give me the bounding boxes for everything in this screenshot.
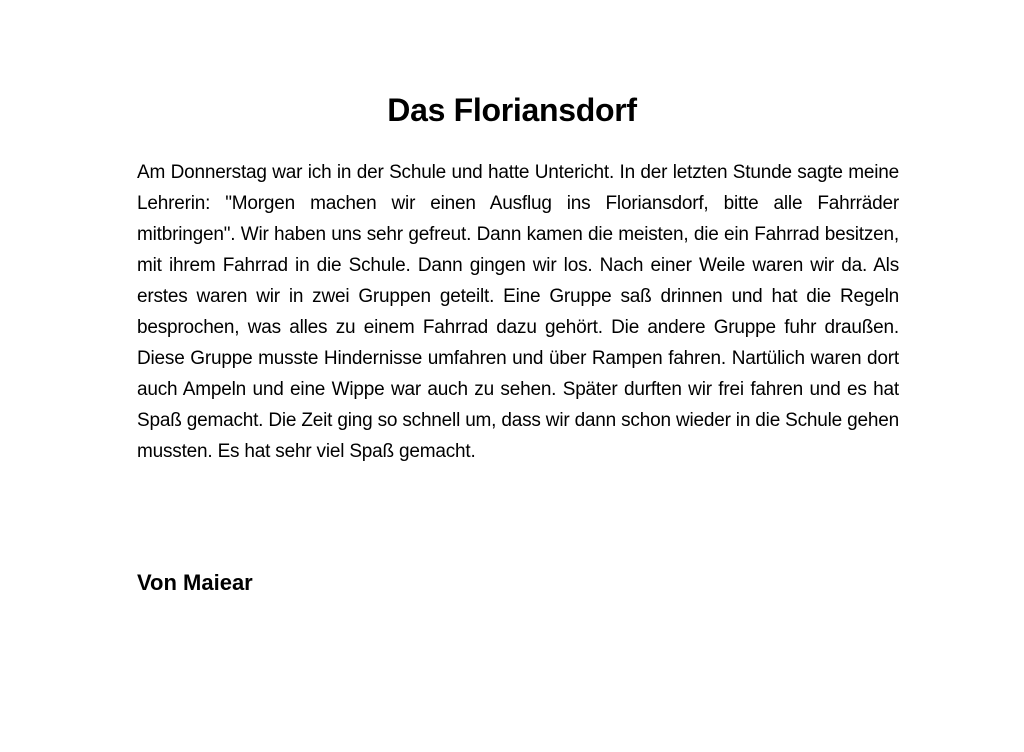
document-title: Das Floriansdorf [387,92,637,128]
document-body-text: Am Donnerstag war ich in der Schule und hatte Untericht. In der letzten Stunde sagte meine Lehrerin: "Morgen machen wir einen Ausflug ins Floriansdorf, bitte alle Fahrräder mitbringen". Wir haben uns sehr gefreut. Dann kamen die meisten, die ein Fahrrad besitzen, mit ihrem Fahrrad in die Schule. Dann gingen wir los. Nach einer Weile waren wir da. Als erstes waren wir in zwei Gruppen geteilt. Eine Gruppe saß drinnen und hat die Regeln besprochen, was alles zu einem Fahrrad dazu gehört. Die andere Gruppe fuhr draußen. Diese Gruppe musste Hindernisse umfahren und über Rampen fahren. Nartülich waren dort auch Ampeln und eine Wippe war auch zu sehen. Später durften wir frei fahren und es hat Spaß gemacht. Die Zeit ging so schnell um, dass wir dann schon wieder in die Schule gehen mussten. Es hat sehr viel Spaß gemacht. [137,162,899,462]
document-author: Von Maiear [137,570,253,595]
